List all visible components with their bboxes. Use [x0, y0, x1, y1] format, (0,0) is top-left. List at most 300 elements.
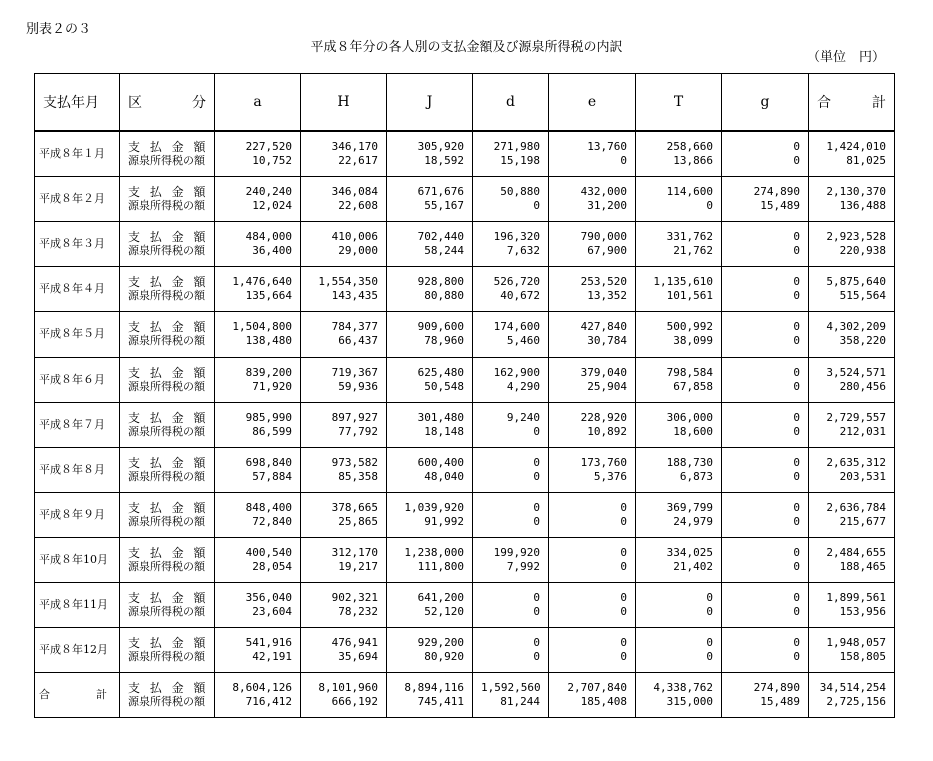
payment-amount: 8,894,116 [404, 680, 464, 694]
value-cell [722, 672, 809, 717]
payment-amount: 1,424,010 [826, 140, 886, 154]
payment-amount: 1,899,561 [826, 590, 886, 604]
value-cell [301, 537, 387, 582]
payment-amount: 258,660 [666, 140, 713, 154]
payment-amount: 719,367 [331, 365, 378, 379]
value-cell [215, 492, 301, 537]
tax-amount: 91,992 [424, 514, 464, 528]
payment-amount: 331,762 [666, 230, 713, 244]
tax-amount: 24,979 [673, 514, 713, 528]
payment-amount: 0 [793, 365, 800, 379]
tax-amount: 25,904 [587, 379, 627, 393]
value-cell [301, 447, 387, 492]
payment-amount: 973,582 [331, 455, 378, 469]
value-cell [215, 312, 301, 357]
payment-amount: 432,000 [580, 185, 627, 199]
tax-amount: 188,465 [839, 559, 886, 573]
value-cell [215, 582, 301, 627]
kind-cell [120, 402, 215, 447]
tax-amount: 111,800 [417, 559, 464, 573]
value-cell [473, 267, 549, 312]
table-row [35, 537, 895, 582]
payment-amount: 798,584 [666, 365, 713, 379]
value-cell [387, 447, 473, 492]
payment-table [34, 73, 895, 718]
tax-amount: 0 [706, 199, 713, 213]
payment-amount: 0 [793, 140, 800, 154]
tax-amount: 10,752 [252, 154, 292, 168]
value-cell [387, 312, 473, 357]
month-cell [35, 672, 120, 717]
tax-amount: 220,938 [839, 244, 886, 258]
payment-amount: 0 [793, 500, 800, 514]
payment-amount: 174,600 [493, 320, 540, 334]
kind-cell [120, 312, 215, 357]
value-cell [722, 267, 809, 312]
payment-amount: 173,760 [580, 455, 627, 469]
tax-amount: 36,400 [252, 244, 292, 258]
tax-amount: 21,762 [673, 244, 713, 258]
payment-amount: 484,000 [245, 230, 292, 244]
value-cell [215, 357, 301, 402]
value-cell [722, 402, 809, 447]
value-cell [301, 672, 387, 717]
value-cell [549, 131, 636, 177]
month-cell: 平成８年11月 [35, 582, 120, 627]
value-cell [301, 312, 387, 357]
payment-amount: 34,514,254 [819, 680, 886, 694]
payment-amount: 8,101,960 [318, 680, 378, 694]
tax-amount: 77,792 [338, 424, 378, 438]
total-value-cell [809, 267, 895, 312]
value-cell [387, 267, 473, 312]
tax-amount: 4,290 [506, 379, 540, 393]
tax-amount: 19,217 [338, 559, 378, 573]
tax-amount: 18,148 [424, 424, 464, 438]
value-cell [301, 222, 387, 267]
value-cell [636, 131, 722, 177]
value-cell [636, 312, 722, 357]
total-label-right: 計 [96, 687, 107, 701]
header-person-j: J [387, 74, 473, 132]
kind-tax-label: 源泉所得税の額 [128, 694, 205, 708]
value-cell [549, 582, 636, 627]
kind-cell [120, 582, 215, 627]
payment-amount: 0 [706, 590, 713, 604]
tax-amount: 48,040 [424, 469, 464, 483]
payment-amount: 271,980 [493, 140, 540, 154]
value-cell [636, 627, 722, 672]
payment-amount: 1,554,350 [318, 275, 378, 289]
payment-amount: 379,040 [580, 365, 627, 379]
kind-payment-label: 支 払 金 額 [128, 545, 209, 560]
month-cell: 平成８年５月 [35, 312, 120, 357]
tax-amount: 5,460 [506, 334, 540, 348]
total-value-cell [809, 537, 895, 582]
table-row [35, 222, 895, 267]
total-value-cell [809, 627, 895, 672]
value-cell [473, 582, 549, 627]
kind-payment-label: 支 払 金 額 [128, 455, 209, 470]
tax-amount: 67,858 [673, 379, 713, 393]
tax-amount: 86,599 [252, 424, 292, 438]
payment-amount: 9,240 [506, 410, 540, 424]
payment-amount: 897,927 [331, 410, 378, 424]
month-cell: 平成８年７月 [35, 402, 120, 447]
tax-amount: 66,437 [338, 334, 378, 348]
header-month: 支払年月 [35, 74, 120, 132]
kind-payment-label: 支 払 金 額 [128, 365, 209, 380]
tax-amount: 7,992 [506, 559, 540, 573]
tax-amount: 57,884 [252, 469, 292, 483]
tax-amount: 315,000 [666, 694, 713, 708]
value-cell [549, 177, 636, 222]
total-value-cell [809, 672, 895, 717]
payment-amount: 671,676 [417, 185, 464, 199]
table-row [35, 267, 895, 312]
payment-amount: 0 [793, 275, 800, 289]
value-cell [722, 447, 809, 492]
payment-amount: 0 [533, 590, 540, 604]
payment-amount: 1,504,800 [232, 320, 292, 334]
month-cell: 平成８年９月 [35, 492, 120, 537]
kind-payment-label: 支 払 金 額 [128, 185, 209, 200]
table-row [35, 672, 895, 717]
kind-cell [120, 447, 215, 492]
payment-amount: 334,025 [666, 545, 713, 559]
payment-amount: 625,480 [417, 365, 464, 379]
tax-amount: 81,244 [500, 694, 540, 708]
kind-payment-label: 支 払 金 額 [128, 275, 209, 290]
value-cell [473, 177, 549, 222]
tax-amount: 136,488 [839, 199, 886, 213]
value-cell [387, 357, 473, 402]
kind-payment-label: 支 払 金 額 [128, 320, 209, 335]
kind-cell [120, 177, 215, 222]
tax-amount: 7,632 [506, 244, 540, 258]
tax-amount: 280,456 [839, 379, 886, 393]
value-cell [636, 537, 722, 582]
payment-amount: 929,200 [417, 635, 464, 649]
header-kind-left: 区 [128, 95, 142, 111]
value-cell [473, 222, 549, 267]
value-cell [722, 131, 809, 177]
tax-amount: 716,412 [245, 694, 292, 708]
payment-amount: 476,941 [331, 635, 378, 649]
payment-amount: 114,600 [666, 185, 713, 199]
payment-amount: 2,923,528 [826, 230, 886, 244]
value-cell [549, 312, 636, 357]
payment-amount: 784,377 [331, 320, 378, 334]
tax-amount: 153,956 [839, 604, 886, 618]
value-cell [549, 447, 636, 492]
month-cell: 平成８年１月 [35, 131, 120, 177]
total-value-cell [809, 357, 895, 402]
tax-amount: 67,900 [587, 244, 627, 258]
kind-payment-label: 支 払 金 額 [128, 140, 209, 155]
value-cell [215, 267, 301, 312]
table-row [35, 492, 895, 537]
tax-amount: 2,725,156 [826, 694, 886, 708]
tax-amount: 15,489 [760, 694, 800, 708]
total-value-cell [809, 402, 895, 447]
tax-amount: 0 [793, 649, 800, 663]
payment-amount: 306,000 [666, 410, 713, 424]
payment-amount: 0 [793, 455, 800, 469]
payment-amount: 0 [793, 590, 800, 604]
payment-amount: 199,920 [493, 545, 540, 559]
tax-amount: 50,548 [424, 379, 464, 393]
kind-tax-label: 源泉所得税の額 [128, 424, 205, 438]
table-row [35, 447, 895, 492]
value-cell [301, 492, 387, 537]
tax-amount: 30,784 [587, 334, 627, 348]
value-cell [387, 492, 473, 537]
payment-amount: 228,920 [580, 410, 627, 424]
table-row [35, 357, 895, 402]
header-person-a: a [215, 74, 301, 132]
payment-amount: 0 [793, 320, 800, 334]
table-row [35, 312, 895, 357]
payment-amount: 346,084 [331, 185, 378, 199]
payment-amount: 848,400 [245, 500, 292, 514]
payment-amount: 0 [706, 635, 713, 649]
tax-amount: 0 [533, 649, 540, 663]
kind-cell [120, 537, 215, 582]
tax-amount: 138,480 [245, 334, 292, 348]
tax-amount: 0 [706, 649, 713, 663]
payment-amount: 2,635,312 [826, 455, 886, 469]
value-cell [387, 222, 473, 267]
table-row [35, 627, 895, 672]
value-cell [636, 357, 722, 402]
value-cell [301, 131, 387, 177]
tax-amount: 29,000 [338, 244, 378, 258]
kind-cell [120, 267, 215, 312]
tax-amount: 0 [533, 604, 540, 618]
payment-amount: 5,875,640 [826, 275, 886, 289]
value-cell [636, 402, 722, 447]
value-cell [301, 357, 387, 402]
payment-amount: 500,992 [666, 320, 713, 334]
kind-cell [120, 222, 215, 267]
payment-amount: 2,707,840 [567, 680, 627, 694]
total-value-cell [809, 312, 895, 357]
header-person-d: d [473, 74, 549, 132]
payment-amount: 50,880 [500, 185, 540, 199]
payment-amount: 274,890 [753, 680, 800, 694]
kind-cell [120, 627, 215, 672]
tax-amount: 23,604 [252, 604, 292, 618]
unit-label: （単位 円） [806, 50, 885, 65]
tax-amount: 0 [533, 424, 540, 438]
payment-amount: 356,040 [245, 590, 292, 604]
value-cell [301, 402, 387, 447]
payment-amount: 1,238,000 [404, 545, 464, 559]
value-cell [215, 177, 301, 222]
payment-amount: 369,799 [666, 500, 713, 514]
total-value-cell [809, 131, 895, 177]
payment-amount: 1,039,920 [404, 500, 464, 514]
value-cell [473, 492, 549, 537]
month-cell: 平成８年12月 [35, 627, 120, 672]
tax-amount: 0 [793, 559, 800, 573]
tax-amount: 85,358 [338, 469, 378, 483]
tax-amount: 0 [620, 514, 627, 528]
kind-payment-label: 支 払 金 額 [128, 590, 209, 605]
tax-amount: 81,025 [846, 154, 886, 168]
payment-amount: 2,729,557 [826, 410, 886, 424]
payment-amount: 8,604,126 [232, 680, 292, 694]
payment-amount: 641,200 [417, 590, 464, 604]
value-cell [549, 627, 636, 672]
value-cell [473, 672, 549, 717]
value-cell [722, 627, 809, 672]
header-person-g: g [722, 74, 809, 132]
payment-amount: 0 [620, 590, 627, 604]
month-cell: 平成８年４月 [35, 267, 120, 312]
month-cell: 平成８年10月 [35, 537, 120, 582]
tax-amount: 515,564 [839, 289, 886, 303]
value-cell [387, 177, 473, 222]
table-row [35, 582, 895, 627]
tax-amount: 0 [706, 604, 713, 618]
tax-amount: 15,489 [760, 199, 800, 213]
payment-amount: 162,900 [493, 365, 540, 379]
kind-cell [120, 357, 215, 402]
header-person-t: T [636, 74, 722, 132]
payment-amount: 0 [620, 500, 627, 514]
kind-payment-label: 支 払 金 額 [128, 230, 209, 245]
tax-amount: 78,232 [338, 604, 378, 618]
tax-amount: 358,220 [839, 334, 886, 348]
payment-amount: 227,520 [245, 140, 292, 154]
tax-amount: 40,672 [500, 289, 540, 303]
kind-cell [120, 131, 215, 177]
value-cell [636, 267, 722, 312]
value-cell [549, 537, 636, 582]
payment-amount: 698,840 [245, 455, 292, 469]
value-cell [636, 177, 722, 222]
value-cell [215, 537, 301, 582]
kind-tax-label: 源泉所得税の額 [128, 649, 205, 663]
value-cell [636, 447, 722, 492]
value-cell [301, 627, 387, 672]
kind-tax-label: 源泉所得税の額 [128, 559, 205, 573]
value-cell [549, 402, 636, 447]
payment-amount: 526,720 [493, 275, 540, 289]
total-value-cell [809, 492, 895, 537]
document-title: 平成８年分の各人別の支払金額及び源泉所得税の内訳 [310, 40, 623, 55]
value-cell [387, 672, 473, 717]
value-cell [549, 357, 636, 402]
value-cell [301, 267, 387, 312]
month-cell: 平成８年２月 [35, 177, 120, 222]
payment-amount: 4,302,209 [826, 320, 886, 334]
value-cell [636, 222, 722, 267]
month-cell: 平成８年８月 [35, 447, 120, 492]
payment-amount: 274,890 [753, 185, 800, 199]
tax-amount: 5,376 [593, 469, 627, 483]
month-cell: 平成８年３月 [35, 222, 120, 267]
kind-tax-label: 源泉所得税の額 [128, 199, 205, 213]
value-cell [215, 402, 301, 447]
payment-amount: 240,240 [245, 185, 292, 199]
value-cell [387, 537, 473, 582]
tax-amount: 101,561 [666, 289, 713, 303]
total-value-cell [809, 177, 895, 222]
tax-amount: 143,435 [331, 289, 378, 303]
kind-tax-label: 源泉所得税の額 [128, 469, 205, 483]
payment-amount: 1,476,640 [232, 275, 292, 289]
tax-amount: 745,411 [417, 694, 464, 708]
tax-amount: 80,920 [424, 649, 464, 663]
tax-amount: 212,031 [839, 424, 886, 438]
tax-amount: 0 [620, 154, 627, 168]
payment-amount: 0 [793, 230, 800, 244]
payment-amount: 410,006 [331, 230, 378, 244]
payment-amount: 312,170 [331, 545, 378, 559]
value-cell [549, 672, 636, 717]
value-cell [549, 492, 636, 537]
payment-amount: 2,484,655 [826, 545, 886, 559]
header-row [35, 74, 895, 132]
value-cell [722, 177, 809, 222]
payment-amount: 13,760 [587, 140, 627, 154]
tax-amount: 52,120 [424, 604, 464, 618]
tax-amount: 22,617 [338, 154, 378, 168]
tax-amount: 21,402 [673, 559, 713, 573]
kind-tax-label: 源泉所得税の額 [128, 289, 205, 303]
payment-amount: 0 [533, 455, 540, 469]
value-cell [722, 357, 809, 402]
kind-payment-label: 支 払 金 額 [128, 635, 209, 650]
tax-amount: 0 [793, 469, 800, 483]
tax-amount: 25,865 [338, 514, 378, 528]
tax-amount: 12,024 [252, 199, 292, 213]
value-cell [215, 447, 301, 492]
value-cell [636, 492, 722, 537]
kind-tax-label: 源泉所得税の額 [128, 244, 205, 258]
month-cell: 平成８年６月 [35, 357, 120, 402]
tax-amount: 31,200 [587, 199, 627, 213]
table-row [35, 402, 895, 447]
payment-amount: 1,948,057 [826, 635, 886, 649]
value-cell [387, 627, 473, 672]
payment-amount: 196,320 [493, 230, 540, 244]
payment-amount: 305,920 [417, 140, 464, 154]
payment-amount: 541,916 [245, 635, 292, 649]
tax-amount: 35,694 [338, 649, 378, 663]
value-cell [215, 222, 301, 267]
tax-amount: 18,592 [424, 154, 464, 168]
value-cell [636, 582, 722, 627]
value-cell [387, 582, 473, 627]
payment-amount: 301,480 [417, 410, 464, 424]
kind-cell [120, 492, 215, 537]
tax-amount: 80,880 [424, 289, 464, 303]
payment-amount: 378,665 [331, 500, 378, 514]
payment-amount: 0 [620, 545, 627, 559]
payment-amount: 702,440 [417, 230, 464, 244]
table-row [35, 177, 895, 222]
tax-amount: 58,244 [424, 244, 464, 258]
payment-amount: 0 [533, 635, 540, 649]
payment-amount: 0 [620, 635, 627, 649]
tax-amount: 13,866 [673, 154, 713, 168]
header-kind-right: 分 [192, 95, 206, 111]
tax-amount: 0 [793, 514, 800, 528]
